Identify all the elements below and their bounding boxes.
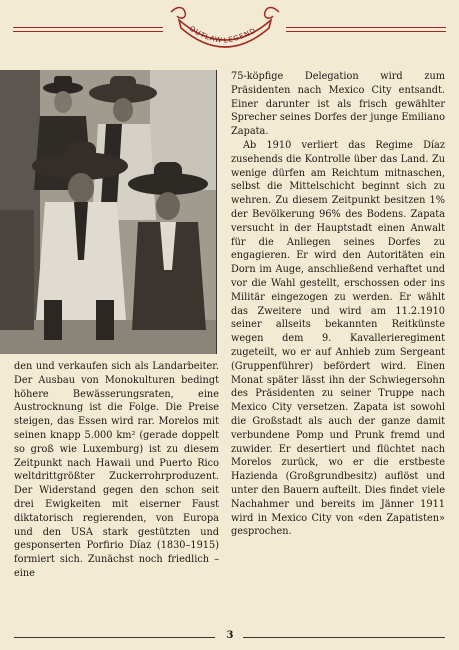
- right-paragraph-1: 75-köpfige Delegation wird zum Präsidenten nach Mexico City entsandt. Einer darunter ist als frisch gewählter Sprecher seines Dorfes der junge Emiliano Zapata.: [231, 71, 445, 138]
- text-column-right: [231, 70, 445, 539]
- left-paragraph: den und verkaufen sich als Landarbeiter. Der Ausbau von Monokulturen bedingt höhere Bewässerungsraten, eine Austrocknung ist die Folge. Die Preise steigen, das Essen wird rar. Morelos mit seinen knapp 5.000 km² (gerade doppelt so groß wie Luxemburg) ist zu diesem Zeitpunkt nach Hawaii und Puerto Rico weltdrittgrößter Zuckerrohrproduzent. Der Widerstand gegen den schon seit drei Ewigkeiten mit eiserner Faust diktatorisch regierenden, von Europa und den USA stark gestützten und gesponserten Porfirio Díaz (1830–1915) formiert sich. Zunächst noch friedlich – eine: [14, 361, 219, 579]
- outlaw-legend-banner-logo: [165, 2, 285, 54]
- text-column-left: [14, 360, 219, 581]
- photo-illustration: [0, 70, 216, 354]
- right-paragraph-2: Ab 1910 verliert das Regime Díaz zusehends die Kontrolle über das Land. Zu wenige dürfen am Reichtum mitnaschen, selbst die Mittelschicht beginnt sich zu wehren. Zu diesem Zeitpunkt besitzen 1% der Bevölkerung 96% des Bodens. Zapata versucht in der Hauptstadt einen Anwalt für die Anliegen seines Dorfes zu engagieren. Er wird den Autoritäten ein Dorn im Auge, anschließend verhaftet und vor die Wahl gestellt, erschossen oder ins Militär eingezogen zu werden. Er wählt das Zweitere und wird am 11.2.1910 seiner allseits bekannten Reitkünste wegen dem 9. Kavallerieregiment zugeteilt, wo er auf Anhieb zum Sergeant (Gruppenführer) befördert wird. Einen Monat später lässt ihn der Schwiegersohn des Präsidenten zu seiner Truppe nach Mexico City versetzen. Zapata ist sowohl die Großstadt als auch der ganze damit verbundene Pomp und Prunk fremd und zuwider. Er desertiert und flüchtet nach Morelos zurück, wo er die erstbeste Hazienda (Großgrundbesitz) auflöst und unter den Bauern aufteilt. Dies findet viele Nachahmer und bereits im Jänner 1911 wird in Mexico City von «den Zapatisten» gesprochen.: [231, 139, 445, 538]
- footer-rule-right: [243, 637, 445, 638]
- header-rule-right-bottom: [286, 31, 446, 32]
- banner-text-2: LEGEND: [223, 26, 258, 45]
- zapata-photograph: [0, 70, 217, 354]
- header-rule-left-bottom: [13, 31, 163, 32]
- header-rule-left-top: [13, 27, 163, 28]
- footer-rule-left: [14, 637, 215, 638]
- header-rule-right-top: [286, 27, 446, 28]
- page-number: 3: [226, 630, 234, 641]
- banner-text: OUTLAW: [187, 24, 224, 45]
